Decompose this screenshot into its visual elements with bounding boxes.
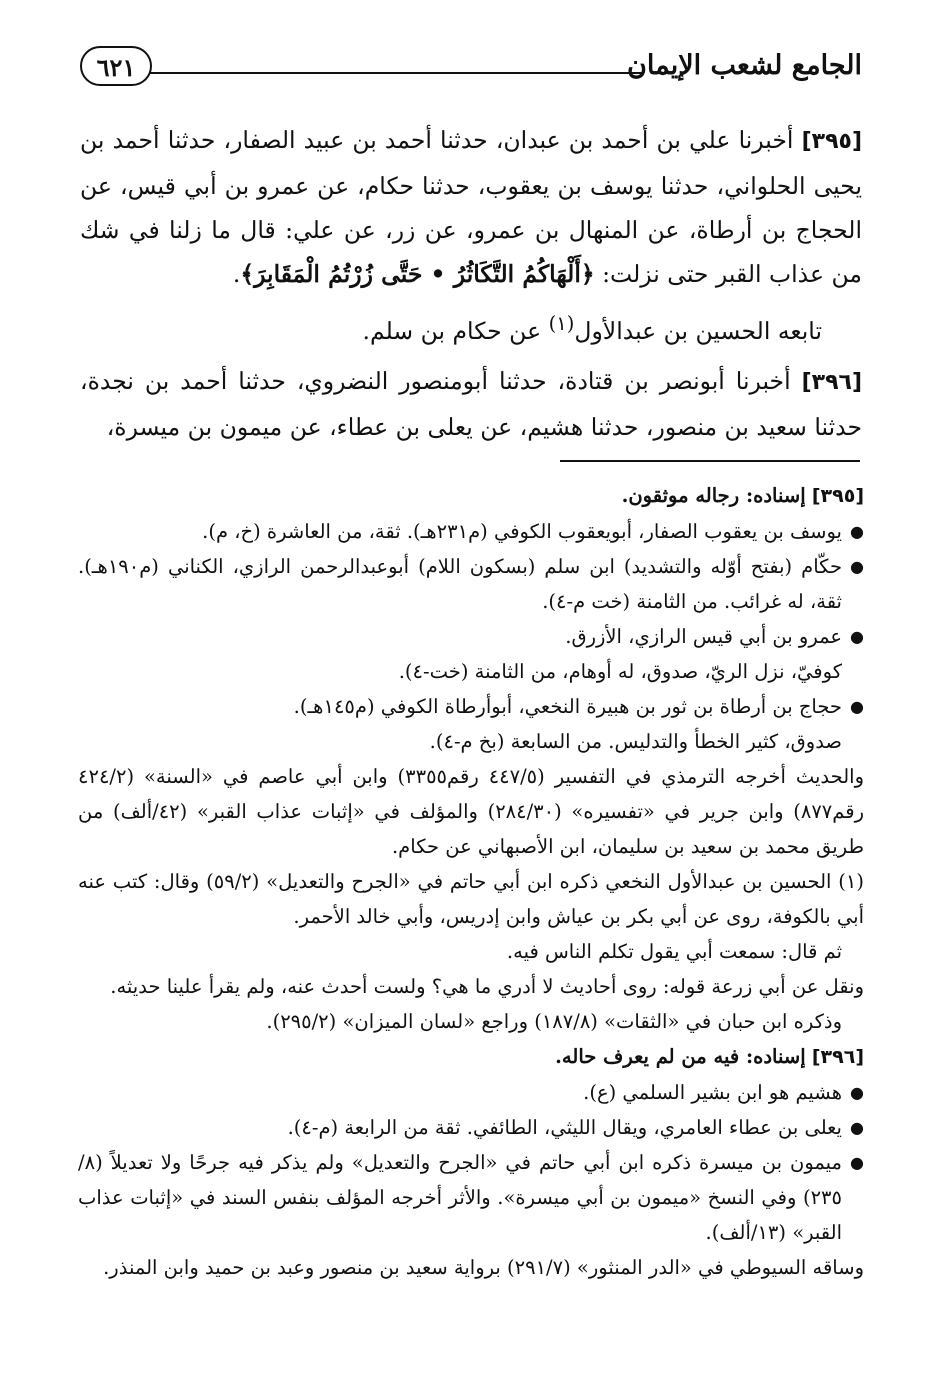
footnote-1-b: ثم قال: سمعت أبي يقول تكلم الناس فيه.	[506, 940, 842, 963]
hadith-text: أخبرنا علي بن أحمد بن عبدان، حدثنا أحمد بن عبيد الصفار، حدثنا أحمد بن يحيى الحلواني، حدثنا يوسف بن يعقوب، حدثنا حكام، عن عمرو بن أبي قيس، عن الحجاج بن أرطاة، عن المنهال بن عمرو، عن زر، عن علي: قال ما زلنا في شك من عذاب القبر حتى نزلت:	[80, 126, 862, 288]
follow-text-a: تابعه الحسين بن عبدالأول	[574, 316, 822, 345]
narrator-item	[78, 549, 864, 619]
note-number: [٣٩٥]	[811, 485, 864, 507]
bullet-icon: ●	[850, 627, 864, 646]
note-396-heading	[78, 1039, 864, 1075]
bullet-icon: ●	[850, 1083, 864, 1102]
narrator-list-395-b	[78, 689, 864, 724]
note-number: [٣٩٦]	[811, 1046, 864, 1068]
quran-verse: ﴿أَلْهَاكُمُ التَّكَاثُرُ • حَتَّى زُرْتُمُ الْمَقَابِرَ﴾	[240, 260, 595, 288]
running-title: الجامع لشعب الإيمان	[627, 50, 862, 81]
page-header	[80, 44, 862, 104]
hadith-395	[80, 118, 862, 296]
footnotes	[78, 478, 864, 1285]
narrator-text: ميمون بن ميسرة ذكره ابن أبي حاتم في «الجرح والتعديل» ولم يذكر فيه جرحًا ولا تعديلاً (٨/ ٢٣٥) وفي النسخ «ميمون بن أبي ميسرة». والأثر أخرجه المؤلف بنفس السند في «إثبات عذاب القبر» (١٣/ألف).	[78, 1151, 842, 1244]
footnote-1-d: وذكره ابن حبان في «الثقات» (١٨٧/٨) وراجع «لسان الميزان» (٢٩٥/٢).	[266, 1010, 842, 1033]
final-note: وساقه السيوطي في «الدر المنثور» (٢٩١/٧) برواية سعيد بن منصور وعبد بن حميد وابن المنذر.	[103, 1256, 864, 1279]
bullet-icon: ●	[850, 522, 864, 541]
narrator-item	[78, 1075, 864, 1110]
bullet-icon: ●	[850, 1153, 864, 1172]
takhrij-395: والحديث أخرجه الترمذي في التفسير (٤٤٧/٥ رقم٣٣٥٥) وابن أبي عاصم في «السنة» (٤٢٤/٢ رقم٨٧٧) وابن جرير في «تفسيره» (٢٨٤/٣٠) والمؤلف في «إثبات عذاب القبر» (٤٢/ألف) من طريق محمد بن سعيد بن سليمان، ابن الأصبهاني عن حكام.	[78, 765, 864, 858]
narrator-list-396	[78, 1075, 864, 1250]
hadith-end: .	[232, 260, 241, 288]
bullet-icon: ●	[850, 557, 864, 576]
follow-text-b: عن حكام بن سلم.	[362, 316, 542, 345]
narrator-text: هشيم هو ابن بشير السلمي (ع).	[583, 1081, 842, 1104]
narrator-item	[78, 1110, 864, 1145]
main-text	[80, 118, 862, 449]
hadith-number: [٣٩٦]	[801, 369, 862, 395]
note-heading: إسناده: فيه من لم يعرف حاله.	[555, 1045, 806, 1068]
narrator-detail: كوفيّ، نزل الريّ، صدوق، له أوهام، من الثامنة (خت-٤).	[398, 660, 842, 683]
follow-up-line	[80, 302, 862, 353]
note-395-heading	[78, 478, 864, 514]
hadith-396	[80, 359, 862, 449]
narrator-item	[78, 619, 864, 654]
footnote-1-c: ونقل عن أبي زرعة قوله: روى أحاديث لا أدري ما هي؟ ولست أحدث عنه، ولم يقرأ علينا حديثه.	[110, 975, 864, 998]
narrator-detail: صدوق، كثير الخطأ والتدليس. من السابعة (بخ م-٤).	[429, 730, 842, 753]
footnote-mark: (١)	[548, 312, 575, 335]
hadith-number: [٣٩٥]	[801, 129, 862, 154]
page-number: ٦٢١	[80, 46, 152, 86]
narrator-item	[78, 514, 864, 549]
header-rule	[150, 72, 642, 74]
narrator-text: يوسف بن يعقوب الصفار، أبويعقوب الكوفي (م٢٣١هـ). ثقة، من العاشرة (خ، م).	[202, 520, 842, 543]
footnote-1: (١) الحسين بن عبدالأول النخعي ذكره ابن أبي حاتم في «الجرح والتعديل» (٥٩/٢) وقال: كتب عنه أبي بالكوفة، روى عن أبي بكر بن عياش وابن إدريس، وأبي خالد الأحمر.	[78, 870, 864, 928]
footnote-separator	[560, 460, 860, 462]
note-heading: إسناده: رجاله موثقون.	[621, 484, 806, 507]
narrator-text: يعلى بن عطاء العامري، ويقال الليثي، الطائفي. ثقة من الرابعة (م-٤).	[287, 1116, 842, 1139]
narrator-text: حجاج بن أرطاة بن ثور بن هبيرة النخعي، أبوأرطاة الكوفي (م١٤٥هـ).	[293, 695, 842, 718]
hadith-text: أخبرنا أبونصر بن قتادة، حدثنا أبومنصور النضروي، حدثنا أحمد بن نجدة، حدثنا سعيد بن منصور، حدثنا هشيم، عن يعلى بن عطاء، عن ميمون بن ميسرة،	[80, 366, 862, 441]
bullet-icon: ●	[850, 697, 864, 716]
narrator-item	[78, 689, 864, 724]
bullet-icon: ●	[850, 1118, 864, 1137]
narrator-text: عمرو بن أبي قيس الرازي، الأزرق.	[565, 625, 842, 648]
narrator-text: حكّام (بفتح أوّله والتشديد) ابن سلم (بسكون اللام) أبوعبدالرحمن الرازي، الكناني (م١٩٠هـ). ثقة، له غرائب. من الثامنة (خت م-٤).	[78, 555, 842, 613]
narrator-item	[78, 1145, 864, 1250]
narrator-list-395	[78, 514, 864, 654]
